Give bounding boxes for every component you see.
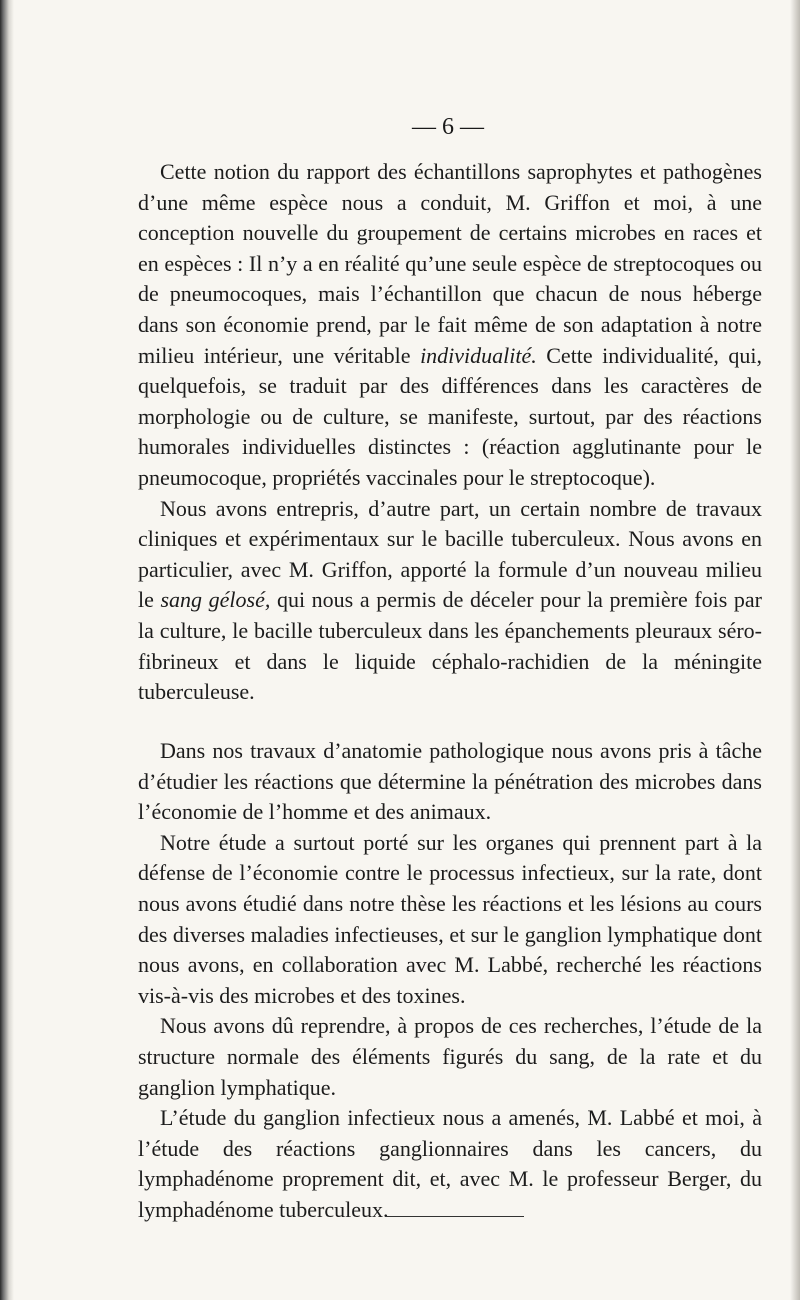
paragraph-text: qui nous a permis de déceler pour la première fois par la culture, le bacille tuberculeux dans les épanchements pleuraux séro-fibrineux et dans le liquide céphalo-rachidien de la méningite tuberculeuse. [138,587,762,705]
text-block-lower [138,736,762,1226]
paragraph-text: Cette individualité, qui, quelquefois, se traduit par des différences dans les caractères de morphologie ou de culture, se manifeste, surtout, par des réactions humorales individuelles distinctes : (réaction agglutinante pour le pneumocoque, propriétés vaccinales pour le streptocoque). [138,342,762,490]
paragraph-text: Cette notion du rapport des échantillons saprophytes et pathogènes d’une même espèce nous a conduit, M. Griffon et moi, à une conception nouvelle du groupement de certains microbes en races et en espèces : Il n’y a en réalité qu’une seule espèce de streptocoques ou de pneumocoques, mais l’échantillon que chacun de nous héberge dans son économie prend, par le fait même de son adaptation à notre milieu intérieur, une véritable [138,159,762,368]
scan-shadow-left [0,0,14,1300]
scan-shadow-right [790,0,800,1300]
emphasis-sang-gelose: sang gélosé, [160,587,271,613]
paragraph-bacille-tuberculeux [138,494,762,708]
closing-rule [386,1216,524,1217]
paragraph-anatomie-pathologique: Dans nos travaux d’anatomie pathologique nous avons pris à tâche d’étudier les réactions que détermine la pénétration des microbes dans l’économie de l’homme et des animaux. [138,738,762,825]
text-block-upper [138,157,762,708]
page-number: — 6 — [412,114,484,140]
paragraph-structure-normale: Nous avons dû reprendre, à propos de ces recherches, l’étude de la structure normale des éléments figurés du sang, de la rate et du ganglion lymphatique. [138,1013,762,1100]
paragraph-text: Nous avons entrepris, d’autre part, un certain nombre de travaux cliniques et expérimentaux sur le bacille tuberculeux. Nous avons en particulier, avec M. Griffon, apporté la formule d’un nouveau milieu le [138,495,762,613]
paragraph-rapport-echantillons [138,157,762,494]
paragraph-ganglion-infectieux: L’étude du ganglion infectieux nous a amenés, M. Labbé et moi, à l’étude des réactions ganglionnaires dans les cancers, du lymphadénome proprement dit, et, avec M. le professeur Berger, du lymphadénome tuberculeux. [138,1105,762,1222]
paragraph-organes-defense: Notre étude a surtout porté sur les organes qui prennent part à la défense de l’économie contre le processus infectieux, sur la rate, dont nous avons étudié dans notre thèse les réactions et les lésions au cours des diverses maladies infectieuses, et sur le ganglion lymphatique dont nous avons, en collaboration avec M. Labbé, recherché les réactions vis-à-vis des microbes et des toxines. [138,829,762,1008]
emphasis-individualite: individualité. [420,342,537,368]
